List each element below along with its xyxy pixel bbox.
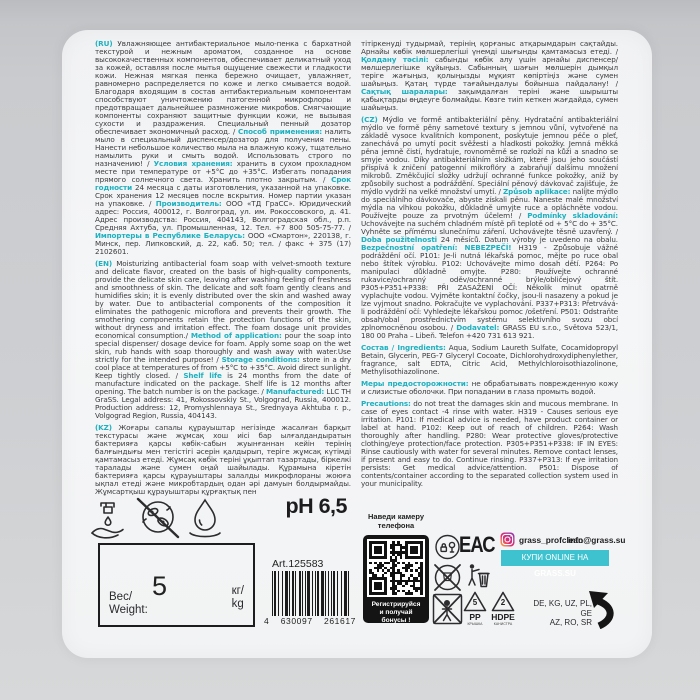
article-number: Art.125583: [272, 558, 324, 570]
recycling-mark-pp: [461, 591, 489, 626]
label-text-column-left: [95, 40, 351, 496]
no-bacteria-icon: [133, 496, 181, 540]
weight-unit: кг/ kg: [231, 585, 244, 610]
qr-code: [367, 539, 425, 597]
barcode-digit-group: 4: [264, 616, 270, 626]
paragraph-kz-part1: (KZ) Жоғары сапалы құрауыштар негізінде жасалған барқыт текстурасы және жұмсақ хош иісі бар ылғалдандыратын бактерияға қарсы көбік-сабын жуынғаннан кейін терінің балғындығы мен тегістігі әсерін қалдырып, теріге жұмсақ күтімді қамтамасыз етеді. Жұмсақ көбік теріні ұқыптап тазартады, біркелкі таралады және сумен оңай шайылады. Құрамына кіретін бактерияға қарсы құрауыштары залалды микрофлораны жоюға ықпал етеді және микробтардың одан әрі дамуын болдырмайды. Жұмсартқыш құрауыштары құрғақтық пен: [95, 423, 351, 496]
banner-brand: GRASS.SU: [534, 569, 576, 578]
crossed-person-icon: [432, 593, 463, 625]
instagram-handle: grass_profclean: [519, 535, 584, 545]
ph-value: pH 6,5: [285, 494, 347, 518]
no-drinking-icon: [432, 562, 463, 593]
barcode-digit-group: 630097: [280, 616, 313, 626]
banner-prefix: КУПИ ONLINE НА: [521, 553, 589, 562]
paragraph-precautions-en: Precautions: do not treat the damages skin and mucous membrane. In case of eyes contact -4 rinse with water. H319 - Causes serious eye irritation. P101: If medical advice is needed, have product container or label at hand. P102: Keep out of reach of children. P264: Wash thoroughly after handling. P280: Wear protective gloves/protective clothing/eye protection/face protection. P305+P351+P338: IF IN EYES: Rinse cautiously with water for several minutes. Remove contact lenses, if present and easy to do. Continue rinsing. P337+P313: If eye irritation persists: Get medical advice/attention. P501: Dispose of contents/container according to the separated collection system used in your municipality.: [361, 399, 618, 488]
recycling-part: КАНИСТРА: [493, 622, 513, 626]
product-back-label: [62, 30, 652, 658]
instagram-icon: [500, 532, 515, 547]
barcode: [272, 571, 350, 616]
weight-value: 5: [151, 571, 168, 601]
qr-code-card: [363, 535, 429, 623]
weight-box: [98, 543, 255, 627]
curved-arrow-icon: [586, 589, 618, 629]
paragraph-cz: (CZ) Mýdlo ve formě antibakteriální pěny. Hydratační antibakteriální mýdlo ve formě pěny sametové textury s jemnou vůní, vytvořené na základě vysoce kvalitních komponent, poskytuje jemnou péče o pleť, zanechává po umytí pocit svěžesti a hladkosti pokožky. Jemná měkká pěna jemně čistí, hydratuje, rovnoměrně se rozloží na kůži a snadno se smyje vodou. Díky antibakteriálním složkám, které jsou jeho součástí příspívá k zničení patogenní mikroflóry a zabraňují dalšímu množení mikrobů. Změkčující složky udržují ochranné funkce pokožky, aniž by způsobily suchost a podráždění. Speciální pěnový dávkovač zajišťuje, že mýdlo vydrží na velké množství umytí. / Způsob aplikace: nalijte mýdlo do speciálního dávkovače, abyste získali pěnu. Naneste malé množství mýdla na vlhkou pokožku, důkladně umyjte ruce a opláchněte vodou. Používejte pouze za prvotným účelem! / Podmínky skladování: Uchovávejte na suchém chladném místě při teplotě od + 5°C do + 35°C. Vyhněte se přímému slunečnímu záření. Uchovávejte těsně uzavřený. / Doba použitelnosti 24 měsíců. Datum výroby je uvedeno na obalu. Bezpečnostní opatření: NEBEZPEČÍ! H319 - Způsobuje vážné podráždění očí. P101: Je-li nutná lékařská pomoc, mějte po ruce obal nebo štítek výrobku. P102: Uchovávejte mimo dosah dětí. P264: Po manipulaci důkladně omyjte. P280: Používejte ochranné rukavice/ochranný oděv/ochranné brýle/obličejový štít. P305+P351+P338: PŘI ZASAŽENÍ OČÍ: Několik minut opatrně vyplachujte vodou. Vyjměte kontaktní čočky, jsou-li nasazeny a pokud je lze vyjmout snadno. Pokračujte ve vyplachování. P337+P313: Přetrvává-li podráždění očí: Vyhledejte lékařskou pomoc /ošetření. P501: Odstraňte obsah/obal prostřednictvím systému selektivního svozu obcí zplnomocněnou osobou. / Dodavatel: GRASS EU s.r.o., Světova 523/1, 180 00 Praha – Libeň. Telefon +420 731 613 921.: [361, 115, 618, 340]
recycling-code: HDPE: [491, 612, 515, 622]
country-codes: DE, KG, UZ, PL, GE AZ, RO, SR: [533, 599, 592, 627]
qr-cta-text: Регистрируйся и получай бонусы !: [371, 601, 421, 624]
cosmetics-lock-mirror-icon: [434, 533, 461, 561]
paragraph-kz-part2: тітіркенуді тудырмай, терінің қорғаныс атқарымдарын сақтайды. Арнайы көбік мөлшерлегіші үнемді шығынды қамтамасыз етеді. / Қолдану тәсілі: сабынды көбік алу үшін арнайы диспенсер/мөлшерлегішке құйыңыз. Сабынның шағын мөлшерін дымқыл теріге жағыңыз, қолыңызды мұқият көпіртіңіз және сумен шайыңыз. Қатаң түрде тағайындалуы бойынша пайдалану! / Сақтық шаралары: зақымдалған теріні және шырышты қабықтарды өңдеуге болмайды. Көзге тиіп кеткен жағдайда, сумен шайыңыз.: [361, 40, 618, 112]
recycling-code: PP: [469, 612, 481, 622]
recycling-mark-hdpe: [489, 591, 517, 626]
paragraph-ru: (RU) Увлажняющее антибактериальное мыло-пенка с бархатной текстурой и нежным ароматом, созданное на основе высококачественных компонентов, обеспечивает деликатный уход за кожей, оставляя после мытья ощущение свежести и гладкости кожи. Нежная мягкая пенка бережно очищает, увлажняет, равномерно распределяется по коже и легко смывается водой. Благодаря входящим в состав антибактериальным компонентам способствуют уничтожению патогенной микрофлоры и предотвращает дальнейшее размножение микробов. Смягчающие компоненты сохраняют защитные функции кожи, не вызывая сухости и раздражения. Специальный пенный дозатор обеспечивает экономичный расход. / Способ применения: налить мыло в специальный диспенсер/дозатор для получения пены. Нанести небольшое количество мыла на влажную кожу, тщательно намылить руки и смыть водой. Использовать строго по назначению! / Условия хранения: хранить в сухом прохладном месте при температуре от +5°С до +35°С. Избегать попадания прямого солнечного света. Хранить плотно закрытым. / Срок годности 24 месяца с даты изготовления, указанной на упаковке. Срок хранения 12 месяцев после вскрытия. Номер партии указан на упаковке. / Производитель: ООО «ТД ГраСС». Юридический адрес: Россия, 400012, г. Волгоград, ул. им. Рокоссовского, д. 41. Адрес производства: Россия, 404143, Волгоградская обл., р.п. Средняя Ахтуба, ул. Промышленная, 12. Тел. +7 800 505-75-77. / Импортеры в Республике Беларусь: ООО «Смартон», 220138, г. Минск, пер. Липковский, д. 22, каб. 50; тел. / факс + 375 (17) 2102601.: [95, 40, 351, 256]
recycling-number: 5: [472, 598, 478, 607]
soap-dispenser-hand-icon: [88, 499, 128, 543]
tidyman-trash-icon: [466, 563, 490, 592]
weight-label: Вес/ Weight:: [109, 591, 148, 616]
water-drop-icon: [186, 498, 224, 540]
barcode-digits: [264, 616, 356, 626]
paragraph-precautions-ru: Меры предосторожности: не обрабатывать поврежденную кожу и слизистые оболочки. При попадании в глаза промыть водой.: [361, 379, 618, 396]
paragraph-ingredients: Состав / Ingredients: Aqua, Sodium Laureth Sulfate, Cocamidopropyl Betain, Glycerin, PEG-7 Glyceryl Cocoate, Dichlorohydroxydiphenylether, fragrance, salt EDTA, Citric Acid, Methylchloroisothiazolinone, Methylisothiazolinone.: [361, 343, 618, 376]
buy-online-banner: [501, 550, 609, 578]
label-text-column-right: [361, 40, 618, 492]
eac-conformity-mark: ЕАС: [459, 533, 495, 558]
recycling-number: 2: [500, 598, 506, 607]
qr-hint-text: Наведи камеру телефона: [367, 512, 425, 530]
recycling-part: КРЫШКА: [467, 622, 483, 626]
barcode-digit-group: 261617: [324, 616, 356, 626]
paragraph-en: (EN) Moisturizing antibacterial foam soap with velvet-smooth texture and delicate flavor, created on the basis of high-quality components, provide the delicate skin care, leaving after washing feeling of freshness and smoothness of skin. The delicate and soft foam gently cleans and humidifies skin; it is evenly distributed over the skin and washed away by water. Due to antibacterial components of the composition it eliminates the pathogenic microflora and prevents their growth. The smothering components retain the protection functions of the skin, without dryness and irritation effect. The foam dosage unit provides economical consumption./ Method of application: pour the soap into special dispenser/ dosage device for foam. Apply some soap on the wet skin, rub hands with soap thoroughly and wash away with water.Use strictly for the intended purpose! / Storage conditions: store in a dry cool place at temperatures of from +5°C to +35°C. Avoid direct sunlight. Keep tightly closed. / Shelf life is 24 months from the date of manufacture indicated on the package. Shelf life is 12 months after opening. The batch number is on the package. / Manufactured: LLC TH GraSS. Legal address: 41, Rokossovskiy St., Volgograd, Russia, 400012. Production address: 12, Promyshlennaya St., Srednyaya Akhtuba r. p., Volgograd Region, Russia, 404143.: [95, 259, 351, 420]
contact-email: info@grass.su: [568, 535, 626, 545]
